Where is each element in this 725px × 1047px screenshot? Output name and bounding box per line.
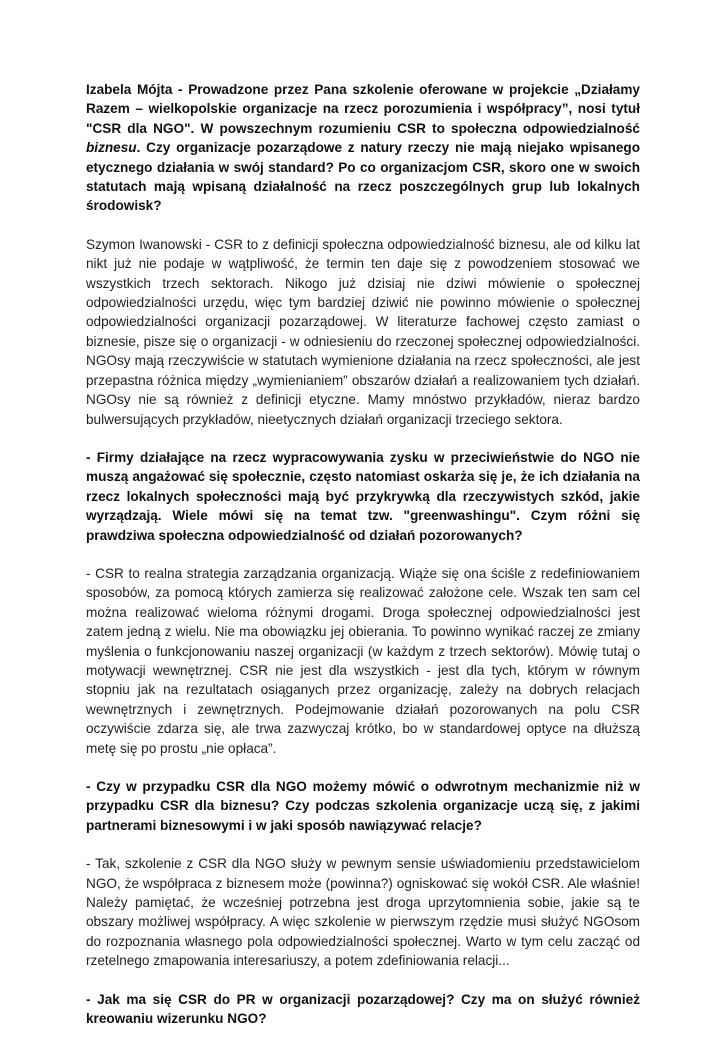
answer-paragraph: - Tak, szkolenie z CSR dla NGO służy w pewnym sensie uświadomieniu przedstawicielom NGO, że współpraca z biznesem może (powinna?) ogniskować się wokół CSR. Ale właśnie! Należy pamiętać, że wcześniej potrzebna jest droga uprzytomnienia sobie, jakie są te obszary możliwej współpracy. A więc szkolenie w pierwszym rzędzie musi służyć NGOsom do rozpoznania własnego pola odpowiedzialności społecznej. Warto w tym celu zacząć od rzetelnego zmapowania interesariuszy, a potem zdefiniowania relacji... <box>86 856 640 969</box>
question-text-continued: . Czy organizacje pozarządowe z natury rzeczy nie mają niejako wpisanego etycznego działania w swój standard? Po co organizacjom CSR, skoro one w swoich statutach mają wpisaną działalność na rzecz poszczególnych grup lub lokalnych środowisk? <box>86 140 640 214</box>
question-text: Izabela Mójta - Prowadzone przez Pana szkolenie oferowane w projekcie „Działamy Razem – wielkopolskie organizacje na rzecz porozumienia i współpracy”, nosi tytuł "CSR dla NGO". W powszechnym rozumieniu CSR to społeczna odpowiedzialność <box>86 82 640 136</box>
answer-paragraph: - CSR to realna strategia zarządzania organizacją. Wiąże się ona ściśle z redefiniowaniem sposobów, za pomocą których zamierza się realizować założone cele. Wszak ten sam cel można realizować wieloma różnymi drogami. Droga społecznej odpowiedzialności jest zatem jedną z wielu. Nie ma obowiązku jej obierania. To powinno wynikać raczej ze zmiany myślenia o funkcjonowaniu naszej organizacji (w każdym z trzech sektorów). Mówię tutaj o motywacji wewnętrznej. CSR nie jest dla wszystkich - jest dla tych, którym w równym stopniu jak na rezultatach osiąganych przez organizację, zależy na dobrych relacjach wewnętrznych i zewnętrznych. Podejmowanie działań pozorowanych na polu CSR oczywiście zdarza się, ale trwa zazwyczaj krótko, bo w standardowej optyce na dłuższą metę się po prostu „nie opłaca”. <box>86 565 640 756</box>
question-paragraph: - Jak ma się CSR do PR w organizacji pozarządowej? Czy ma on służyć również kreowaniu wizerunku NGO? <box>86 991 640 1027</box>
question-paragraph <box>86 80 640 216</box>
question-paragraph: - Czy w przypadku CSR dla NGO możemy mówić o odwrotnym mechanizmie niż w przypadku CSR dla biznesu? Czy podczas szkolenia organizacje uczą się, z jakimi partnerami biznesowymi i w jaki sposób nawiązywać relacje? <box>86 779 640 833</box>
question-paragraph: - Firmy działające na rzecz wypracowywania zysku w przeciwieństwie do NGO nie muszą angażować się społecznie, często natomiast oskarża się je, że ich działania na rzecz lokalnych społeczności mają być przykrywką dla rzeczywistych szkód, jakie wyrządzają. Wiele mówi się na temat tzw. "greenwashingu". Czym różni się prawdziwa społeczna odpowiedzialność od działań pozorowanych? <box>86 449 640 543</box>
interview-text <box>86 80 640 1047</box>
answer-paragraph: Szymon Iwanowski - CSR to z definicji społeczna odpowiedzialność biznesu, ale od kilku lat nikt już nie podaje w wątpliwość, że termin ten daje się z powodzeniem stosować we wszystkich trzech sektorach. Nikogo już dzisiaj nie dziwi mówienie o społecznej odpowiedzialności urzędu, więc tym bardziej dziwić nie powinno mówienie o społecznej odpowiedzialności organizacji pozarządowej. W literaturze fachowej często zamiast o biznesie, pisze się o organizacji - w odniesieniu do rzeczonej społecznej odpowiedzialności. NGOsy mają rzeczywiście w statutach wymienione działania na rzecz społeczności, ale jest przepastna różnica między „wymienianiem” obszarów działań a realizowaniem tych działań. NGOsy nie są również z definicji etyczne. Mamy mnóstwo przykładów, nieraz bardzo bulwersujących przykładów, nieetycznych działań organizacji trzeciego sektora. <box>86 236 640 427</box>
emphasized-word: biznesu <box>86 140 137 156</box>
